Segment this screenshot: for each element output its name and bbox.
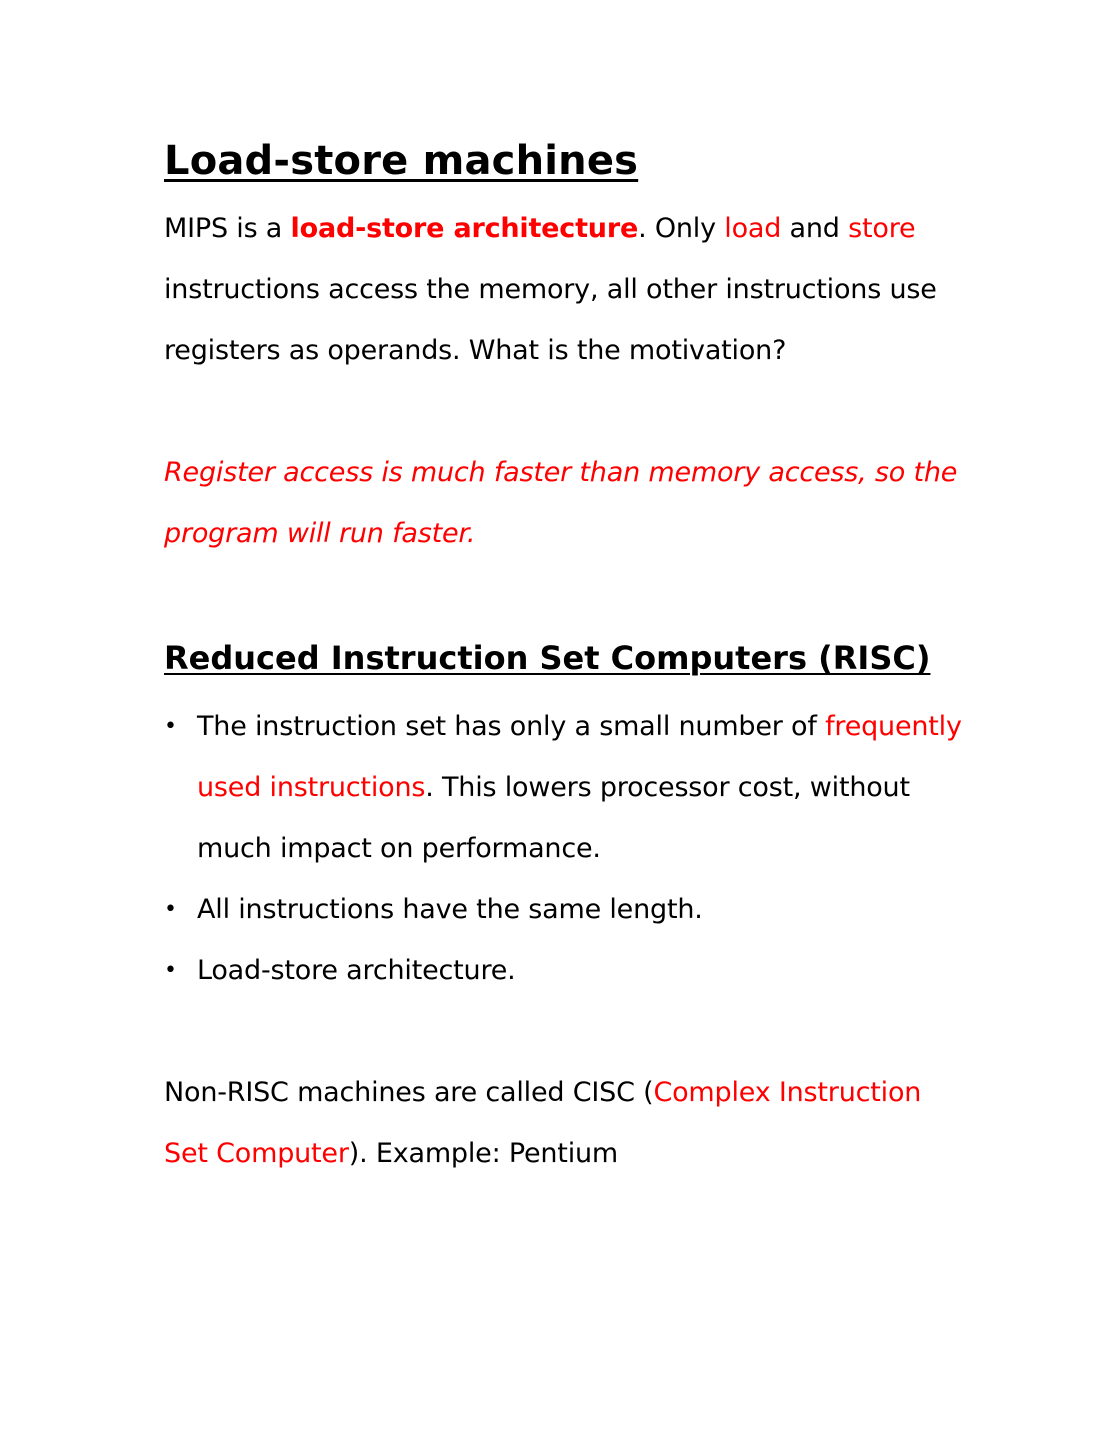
bullet-text: All instructions have the same length.: [197, 894, 703, 925]
bullet-icon: •: [164, 958, 177, 983]
intro-text: and: [781, 213, 849, 244]
intro-text: . Only: [638, 213, 725, 244]
risc-heading: Reduced Instruction Set Computers (RISC): [164, 639, 931, 677]
highlight-load: load: [724, 213, 782, 244]
bullet-text: . This lowers processor cost, without much impact on performance.: [197, 772, 910, 864]
highlight-load-store-architecture: load-store architecture: [290, 213, 639, 244]
page-title: Load-store machines: [164, 138, 639, 184]
intro-text: instructions access the memory, all other instructions use registers as operands. What is the motivation?: [164, 274, 937, 366]
cisc-paragraph: [164, 1062, 964, 1184]
cisc-text: ). Example: Pentium: [348, 1138, 619, 1169]
highlight-complex-instruction-set: Complex Instruction Set Computer: [164, 1077, 922, 1169]
risc-bullet-list: [164, 696, 964, 1001]
motivation-answer: Register access is much faster than memory access, so the program will run faster.: [164, 457, 958, 549]
bullet-text: Load-store architecture.: [197, 955, 516, 986]
cisc-text: Non-RISC machines are called CISC (: [164, 1077, 654, 1108]
highlight-store: store: [848, 213, 916, 244]
list-item: [164, 879, 964, 940]
list-item: [164, 696, 964, 879]
intro-paragraph: [164, 198, 964, 381]
bullet-icon: •: [164, 897, 177, 922]
highlight-frequently-used: frequently used instructions: [197, 711, 962, 803]
document-page: [164, 130, 964, 1184]
bullet-text: The instruction set has only a small number of: [197, 711, 826, 742]
intro-text: MIPS is a: [164, 213, 291, 244]
list-item: [164, 940, 964, 1001]
bullet-icon: •: [164, 714, 177, 739]
